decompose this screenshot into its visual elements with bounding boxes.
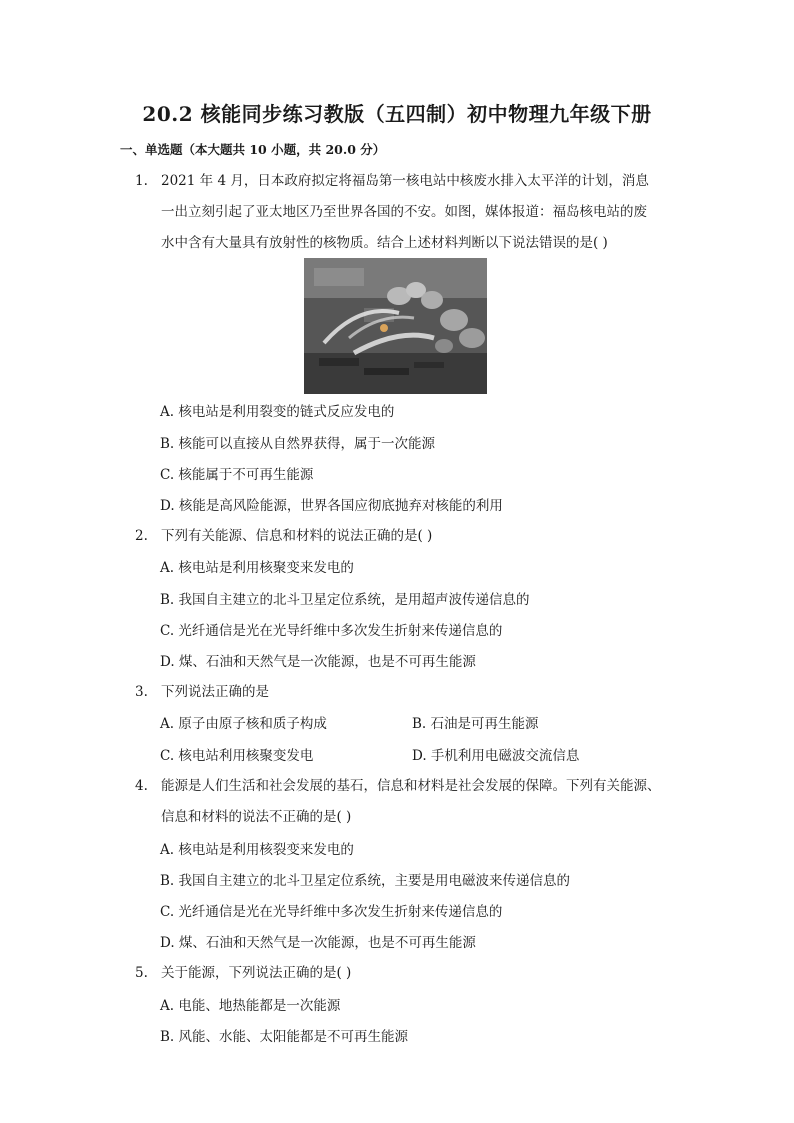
stem-line: 下列有关能源、信息和材料的说法正确的是( ): [161, 528, 433, 544]
stem-line: 2021 年 4 月，日本政府拟定将福岛第一核电站中核废水排入太平洋的计划，消息: [161, 173, 649, 189]
question-number: 5.: [135, 965, 148, 981]
document-title: 20.2 核能同步练习教版（五四制）初中物理九年级下册: [142, 102, 652, 126]
stem-line: 能源是人们生活和社会发展的基石，信息和材料是社会发展的保障。下列有关能源、: [161, 778, 661, 794]
option-5a[interactable]: A. 电能、地热能都是一次能源: [160, 998, 341, 1014]
option-3a[interactable]: A. 原子由原子核和质子构成: [160, 716, 327, 732]
option-2d[interactable]: D. 煤、石油和天然气是一次能源，也是不可再生能源: [160, 654, 476, 670]
question-stem: [161, 166, 665, 259]
stem-line: 一出立刻引起了亚太地区乃至世界各国的不安。如图，媒体报道：福岛核电站的废: [161, 204, 647, 220]
question-stem: [161, 677, 665, 708]
option-1b[interactable]: B. 核能可以直接从自然界获得，属于一次能源: [160, 436, 436, 452]
option-3b[interactable]: B. 石油是可再生能源: [412, 716, 539, 732]
option-4b[interactable]: B. 我国自主建立的北斗卫星定位系统，主要是用电磁波来传递信息的: [160, 873, 571, 889]
option-4d[interactable]: D. 煤、石油和天然气是一次能源，也是不可再生能源: [160, 935, 476, 951]
option-1a[interactable]: A. 核电站是利用裂变的链式反应发电的: [160, 404, 395, 420]
option-1c[interactable]: C. 核能属于不可再生能源: [160, 467, 314, 483]
option-5b[interactable]: B. 风能、水能、太阳能都是不可再生能源: [160, 1029, 409, 1045]
stem-line: 下列说法正确的是: [161, 684, 269, 700]
option-3d[interactable]: D. 手机利用电磁波交流信息: [412, 748, 580, 764]
photo-illustration: [304, 258, 487, 394]
question-stem: [161, 958, 665, 989]
stem-line: 信息和材料的说法不正确的是( ): [161, 809, 352, 825]
question-number: 1.: [135, 173, 148, 189]
option-2c[interactable]: C. 光纤通信是光在光导纤维中多次发生折射来传递信息的: [160, 623, 503, 639]
question-stem: [161, 521, 665, 552]
question-3: [135, 677, 665, 708]
question-number: 3.: [135, 684, 148, 700]
option-4c[interactable]: C. 光纤通信是光在光导纤维中多次发生折射来传递信息的: [160, 904, 503, 920]
question-1: [135, 166, 665, 259]
option-2a[interactable]: A. 核电站是利用核聚变来发电的: [160, 560, 354, 576]
stem-line: 水中含有大量具有放射性的核物质。结合上述材料判断以下说法错误的是( ): [161, 235, 608, 251]
option-3c[interactable]: C. 核电站利用核聚变发电: [160, 748, 314, 764]
question-5: [135, 958, 665, 989]
option-1d[interactable]: D. 核能是高风险能源，世界各国应彻底抛弃对核能的利用: [160, 498, 503, 514]
question-number: 4.: [135, 778, 148, 794]
option-4a[interactable]: A. 核电站是利用核裂变来发电的: [160, 842, 354, 858]
stem-line: 关于能源，下列说法正确的是( ): [161, 965, 352, 981]
option-2b[interactable]: B. 我国自主建立的北斗卫星定位系统，是用超声波传递信息的: [160, 592, 530, 608]
section-heading: 一、单选题（本大题共 10 小题，共 20.0 分）: [120, 142, 386, 157]
fukushima-plant-photo: [304, 258, 487, 394]
question-4: [135, 771, 665, 833]
question-stem: [161, 771, 665, 833]
question-number: 2.: [135, 528, 148, 544]
question-2: [135, 521, 665, 552]
